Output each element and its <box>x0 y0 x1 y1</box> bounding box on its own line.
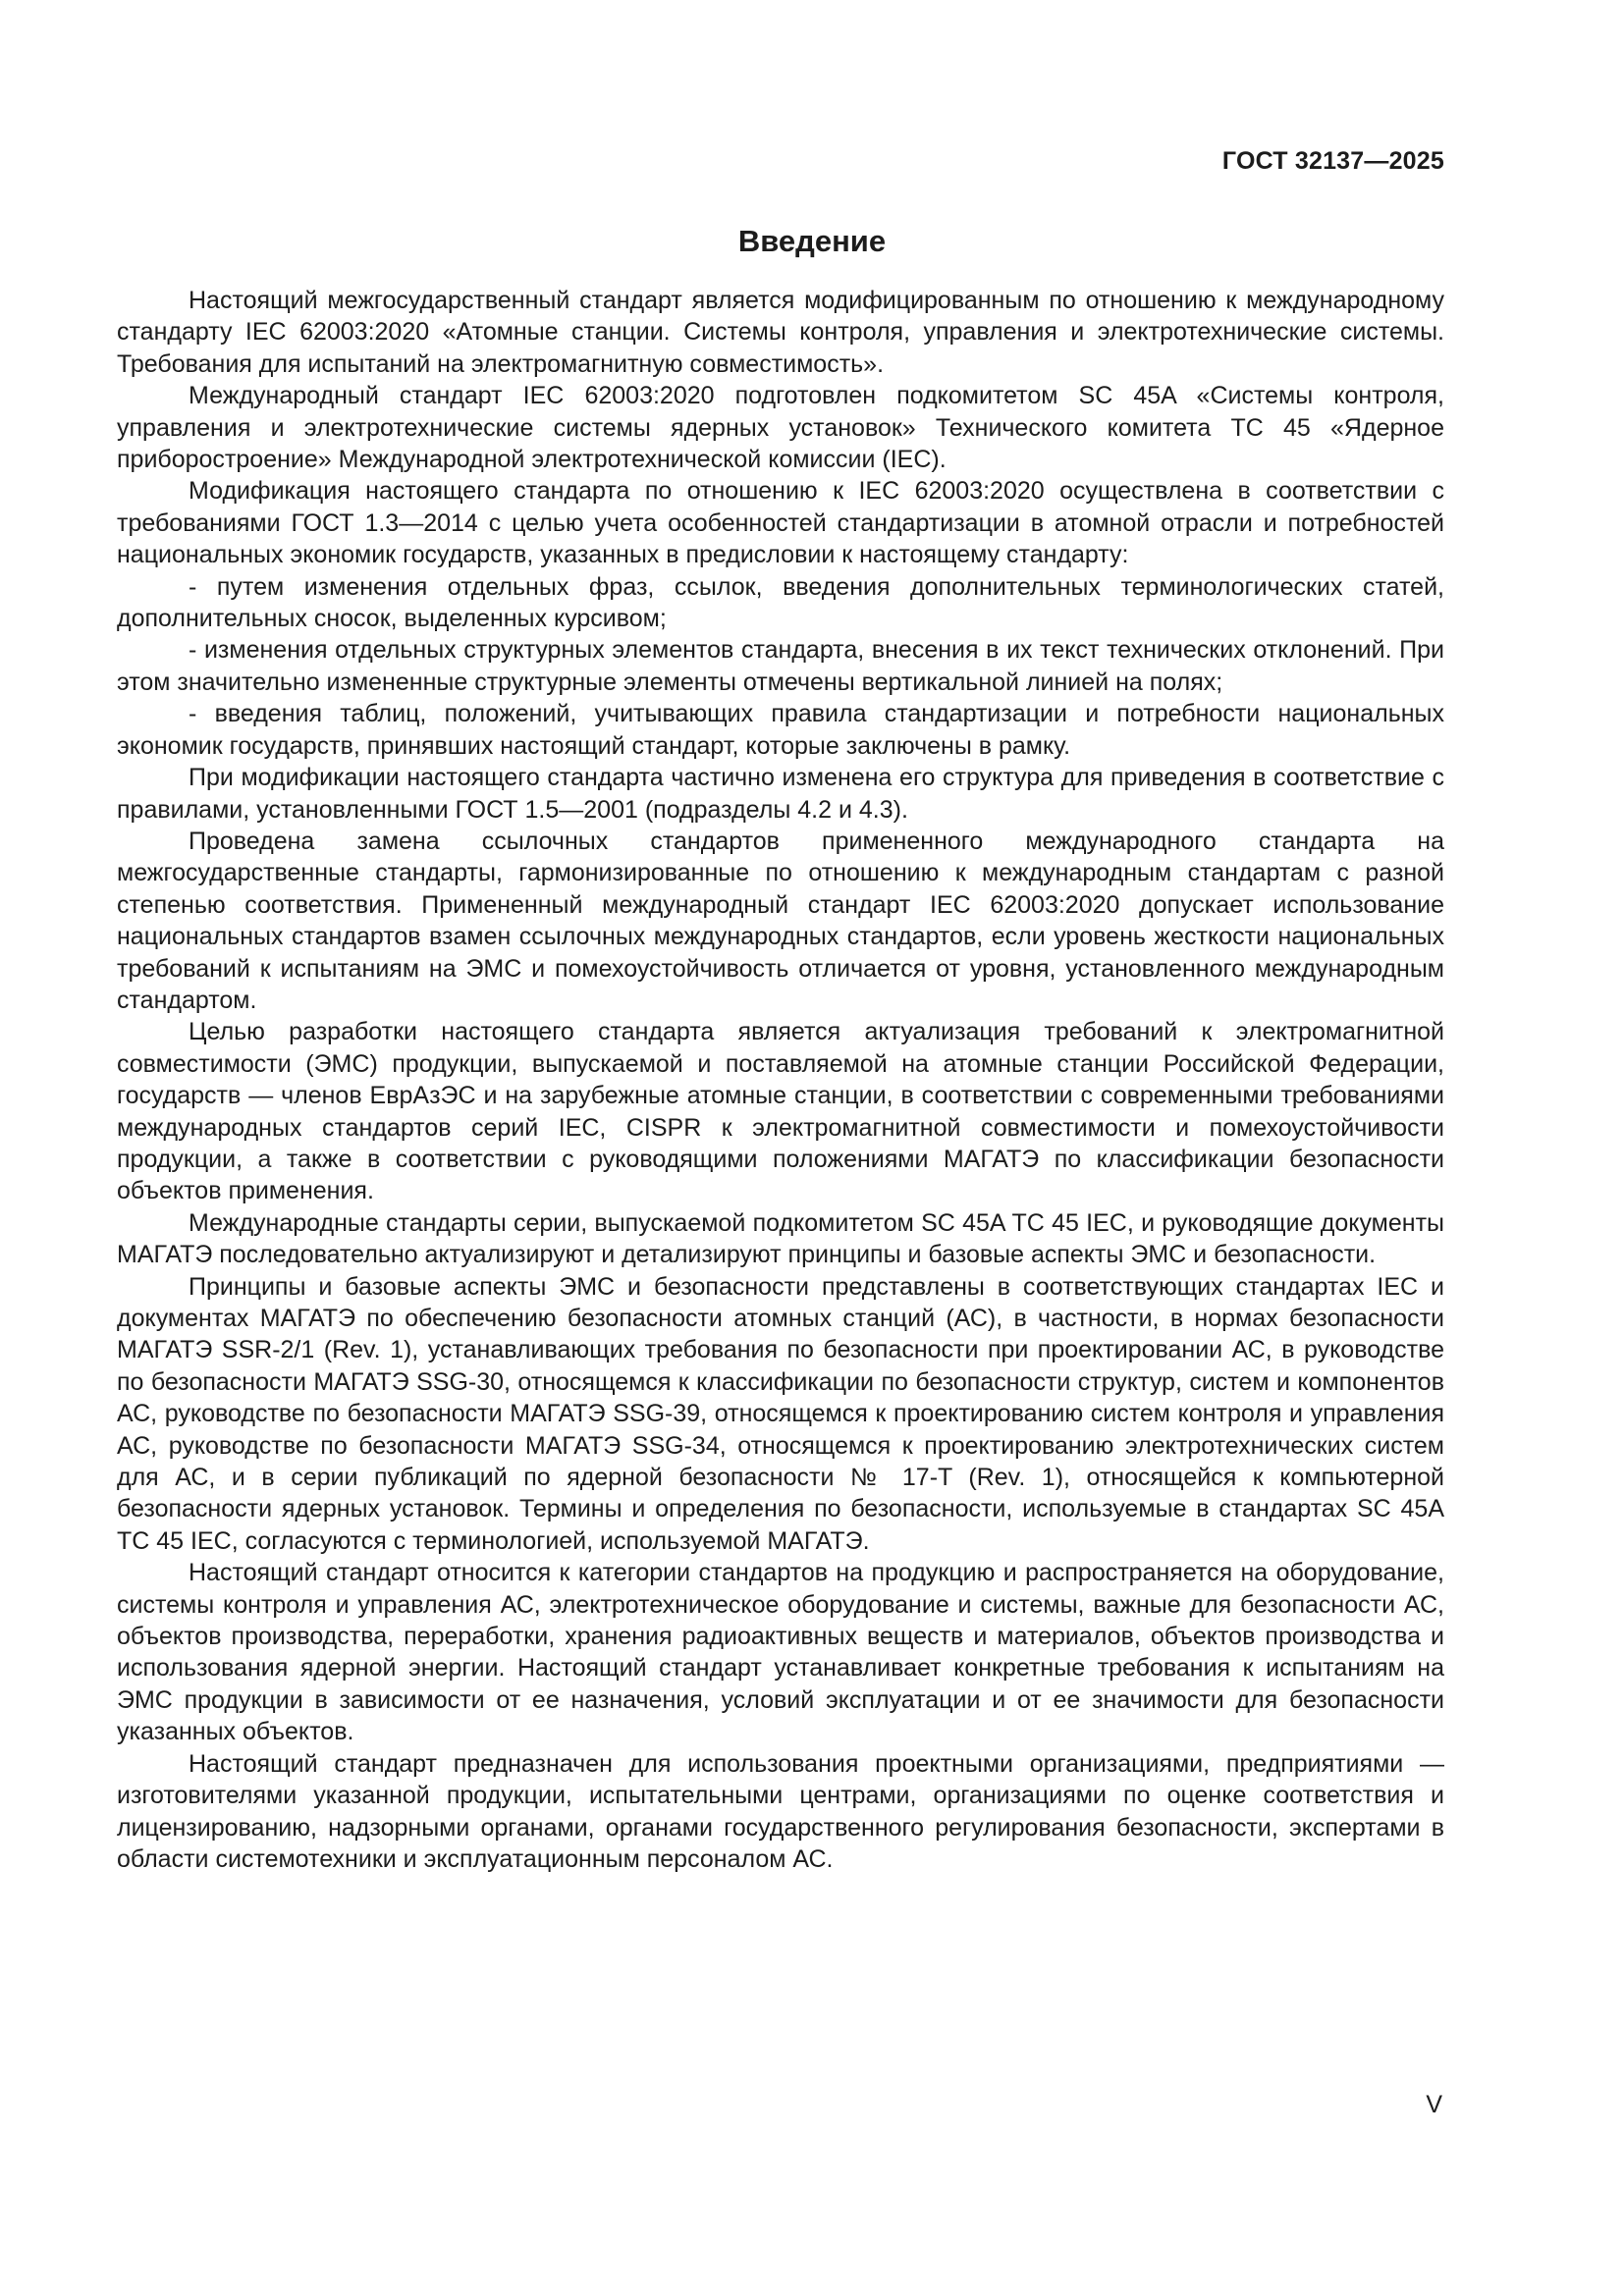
body-text <box>117 285 1444 1875</box>
paragraph: Настоящий стандарт относится к категории стандартов на продукцию и распространяется на оборудование, системы контроля и управления АС, электротехническое оборудование и системы, важные для безопасности АС, объектов производства, переработки, хранения радиоактивных веществ и материалов, объектов производства и использования ядерной энергии. Настоящий стандарт устанавливает конкретные требования к испытаниям на ЭМС продукции в зависимости от ее назначения, условий эксплуатации и от ее значимости для безопасности указанных объектов. <box>117 1559 1444 1746</box>
list-item: - изменения отдельных структурных элементов стандарта, внесения в их текст технических отклонений. При этом значительно измененные структурные элементы отмечены вертикальной линией на полях; <box>117 636 1444 696</box>
page-number: V <box>1426 2091 1442 2118</box>
paragraph: Настоящий стандарт предназначен для использования проектными организациями, предприятиями — изготовителями указанной продукции, испытательными центрами, организациями по оценке соответствия и лицензированию, надзорными органами, органами государственного регулирования безопасности, экспертами в области системотехники и эксплуатационным персоналом АС. <box>117 1749 1444 1873</box>
paragraph: Международный стандарт IEC 62003:2020 подготовлен подкомитетом SC 45A «Системы контроля, управления и электротехнические системы ядерных установок» Технического комитета ТС 45 «Ядерное приборостроение» Международной электротехнической комиссии (IEC). <box>117 382 1444 474</box>
document-code: ГОСТ 32137—2025 <box>1221 147 1444 175</box>
paragraph: Модификация настоящего стандарта по отношению к IEC 62003:2020 осуществлена в соответствии с требованиями ГОСТ 1.3—2014 с целью учета особенностей стандартизации в атомной отрасли и потребностей национальных экономик государств, указанных в предисловии к настоящему стандарту: <box>117 477 1444 569</box>
list-item: - путем изменения отдельных фраз, ссылок, введения дополнительных терминологических статей, дополнительных сносок, выделенных курсивом; <box>117 572 1444 633</box>
paragraph: Целью разработки настоящего стандарта является актуализация требований к электромагнитной совместимости (ЭМС) продукции, выпускаемой и поставляемой на атомные станции Российской Федерации, государств — членов ЕврАзЭС и на зарубежные атомные станции, в соответствии с современными требованиями международных стандартов серий IEC, CISPR к электромагнитной совместимости и помехоустойчивости продукции, а также в соответствии с руководящими положениями МАГАТЭ по классификации безопасности объектов применения. <box>117 1018 1444 1205</box>
list-item: - введения таблиц, положений, учитывающих правила стандартизации и потребности национальных экономик государств, принявших настоящий стандарт, которые заключены в рамку. <box>117 700 1444 760</box>
paragraph: Международные стандарты серии, выпускаемой подкомитетом SC 45A ТС 45 IEC, и руководящие документы МАГАТЭ последовательно актуализируют и детализируют принципы и базовые аспекты ЭМС и безопасности. <box>117 1208 1444 1269</box>
paragraph: При модификации настоящего стандарта частично изменена его структура для приведения в соответствие с правилами, установленными ГОСТ 1.5—2001 (подразделы 4.2 и 4.3). <box>117 764 1444 824</box>
section-title: Введение <box>737 224 887 258</box>
paragraph: Принципы и базовые аспекты ЭМС и безопасности представлены в соответствующих стандартах IEC и документах МАГАТЭ по обеспечению безопасности атомных станций (АС), в частности, в нормах безопасности МАГАТЭ SSR-2/1 (Rev. 1), устанавливающих требования по безопасности при проектировании АС, в руководстве по безопасности МАГАТЭ SSG-30, относящемся к классификации по безопасности структур, систем и компонентов АС, руководстве по безопасности МАГАТЭ SSG-39, относящемся к проектированию систем контроля и управления АС, руководстве по безопасности МАГАТЭ SSG-34, относящемся к проектированию электротехнических систем для АС, и в серии публикаций по ядерной безопасности № 17-T (Rev. 1), относящейся к компьютерной безопасности ядерных установок. Термины и определения по безопасности, используемые в стандартах SC 45A ТС 45 IEC, согласуются с терминологией, используемой МАГАТЭ. <box>117 1272 1444 1555</box>
paragraph: Проведена замена ссылочных стандартов примененного международного стандарта на межгосударственные стандарты, гармонизированные по отношению к международным стандартам с разной степенью соответствия. Примененный международный стандарт IEC 62003:2020 допускает использование национальных стандартов взамен ссылочных международных стандартов, если уровень жесткости национальных требований к испытаниям на ЭМС и помехоустойчивость отличается от уровня, установленного международным стандартом. <box>117 827 1444 1014</box>
paragraph: Настоящий межгосударственный стандарт является модифицированным по отношению к международному стандарту IEC 62003:2020 «Атомные станции. Системы контроля, управления и электротехнические системы. Требования для испытаний на электромагнитную совместимость». <box>117 287 1444 378</box>
